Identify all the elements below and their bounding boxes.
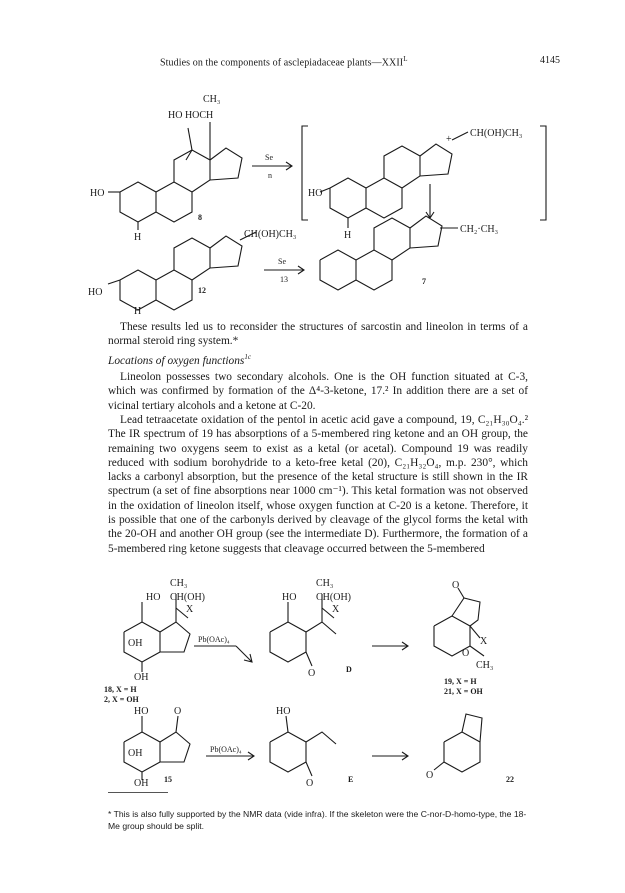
footnote: * This is also fully supported by the NMR data (vide infra). If the skeleton were the C-nor-D-homo-type, the 18-Me group should be split.: [108, 809, 527, 831]
structure-7: [320, 216, 498, 290]
footnote-divider: [108, 792, 168, 793]
ch3-label: CH₃: [476, 660, 494, 671]
structure-12: [88, 229, 296, 316]
compound-label: D: [346, 665, 352, 674]
ch3-label: CH₃: [316, 578, 334, 589]
ho-label: HO: [134, 706, 149, 717]
side-chain-label: CH₂·CH₃: [460, 224, 499, 235]
compound-label-1: 19, X = H: [444, 677, 477, 686]
side-chain-label: CH(OH)CH₃: [470, 128, 523, 139]
ch3-label: CH₃: [203, 94, 221, 105]
reaction-arrow-3: [194, 635, 252, 662]
step-label: 13: [280, 275, 288, 284]
step-label: n: [268, 171, 272, 180]
ho-label: HO: [282, 592, 297, 603]
compound-number: 12: [198, 286, 206, 295]
structure-d: [270, 578, 352, 679]
reaction-arrow-1: [252, 153, 292, 180]
plus-sign: +: [446, 134, 452, 145]
ho-label: HO: [276, 706, 291, 717]
compound-number: 7: [422, 277, 426, 286]
reagent-label: Pb(OAc)₄: [198, 635, 230, 644]
oh-label-1: OH: [128, 748, 143, 759]
page-number: 4145: [540, 55, 560, 66]
o-label: O: [306, 778, 314, 788]
page-header: [120, 55, 560, 71]
o-label: O: [426, 770, 434, 781]
structure-8: [90, 94, 242, 243]
paragraph-2: Lineolon possesses two secondary alcohols. One is the OH function situated at C-3, which was confirmed by formation of the Δ⁴-3-ketone, 17.² In addition there are a set of vicinal tertiary alcohols and a ketone at C-20.: [108, 371, 528, 412]
ho-label: HO: [90, 188, 105, 199]
h-label: H: [344, 230, 352, 241]
oh-label-2: OH: [134, 672, 149, 683]
structure-18: [104, 578, 205, 704]
paragraph-1: These results led us to reconsider the structures of sarcostin and lineolon in terms of a normal steroid ring system.*: [108, 321, 528, 348]
running-title: Studies on the components of asclepiadaceae $plants—XXII^L$: [160, 55, 408, 69]
structure-e: [270, 706, 353, 788]
o-label: O: [308, 668, 316, 679]
compound-number: 8: [198, 213, 202, 222]
choh-label: CH(OH): [170, 592, 205, 603]
intermediate-structure: [302, 126, 546, 241]
reagent-label: Se: [278, 257, 286, 266]
reaction-arrow-2: [264, 257, 304, 284]
x-label: X: [186, 604, 194, 615]
paragraph-3: Lead tetraacetate oxidation of the pentol in acetic acid gave a compound, 19, C₂₁H₃₀O₄.² The IR spectrum of 19 has absorptions of a 5-membered ring ketone and an OH group, the remaining two oxygens seem to exist as a ketal (or acetal). Compound 19 was readily reduced with sodium borohydride to a keto-free ketal (20), C₂₁H₃₂O₄, m.p. 230°, which lacks a carbonyl absorption, but the presence of the ketal structure is still shown in the IR spectrum (a set of fine absorptions near 1000 cm⁻¹). This ketal formation was not observed in the oxidation of lineolon itself, whose oxygen function at C-20 is a ketone. Therefore, it is possible that one of the carbonyls derived by cleavage of the glycol forms the ketal with the 20-OH and another OH group (see the intermediate D). Furthermore, the formation of a 5-membered ring ketone suggests that cleavage occurred between the 5-membered: [108, 414, 528, 555]
compound-label: E: [348, 775, 354, 784]
ketone-o-label: O: [452, 580, 460, 591]
section-heading: Locations of oxygen functions$^{1c}$: [108, 353, 251, 367]
ketal-o-label: O: [462, 648, 470, 659]
reagent-label: Pb(OAc)₄: [210, 745, 242, 754]
compound-label-2: 2, X = OH: [104, 695, 139, 704]
o-label: O: [174, 706, 182, 717]
reaction-arrow-5: [206, 745, 254, 760]
compound-label-1: 18, X = H: [104, 685, 137, 694]
ho-label: HO: [308, 188, 323, 199]
ho-label: HO: [88, 287, 103, 298]
choh-label: CH(OH): [316, 592, 351, 603]
x-label: X: [332, 604, 340, 615]
structure-15: [124, 706, 190, 788]
x-label: X: [480, 636, 488, 647]
compound-label-2: 21, X = OH: [444, 687, 483, 696]
h-label: H: [134, 232, 142, 243]
structure-22: [426, 714, 514, 784]
oh-label-1: OH: [128, 638, 143, 649]
ho-hoch-label: HO HOCH: [168, 110, 214, 121]
reaction-arrow-4: [372, 642, 408, 650]
ho-label: HO: [146, 592, 161, 603]
side-chain-label: CH(OH)CH₃: [244, 229, 297, 240]
compound-label: 15: [164, 775, 172, 784]
structure-19: [434, 580, 493, 696]
scheme-1: [0, 80, 625, 316]
h-label: H: [134, 306, 142, 316]
ch3-label: CH₃: [170, 578, 188, 589]
reaction-arrow-6: [372, 752, 408, 760]
scheme-2: [0, 576, 625, 788]
reagent-label: Se: [265, 153, 273, 162]
compound-label: 22: [506, 775, 514, 784]
oh-label-2: OH: [134, 778, 149, 788]
